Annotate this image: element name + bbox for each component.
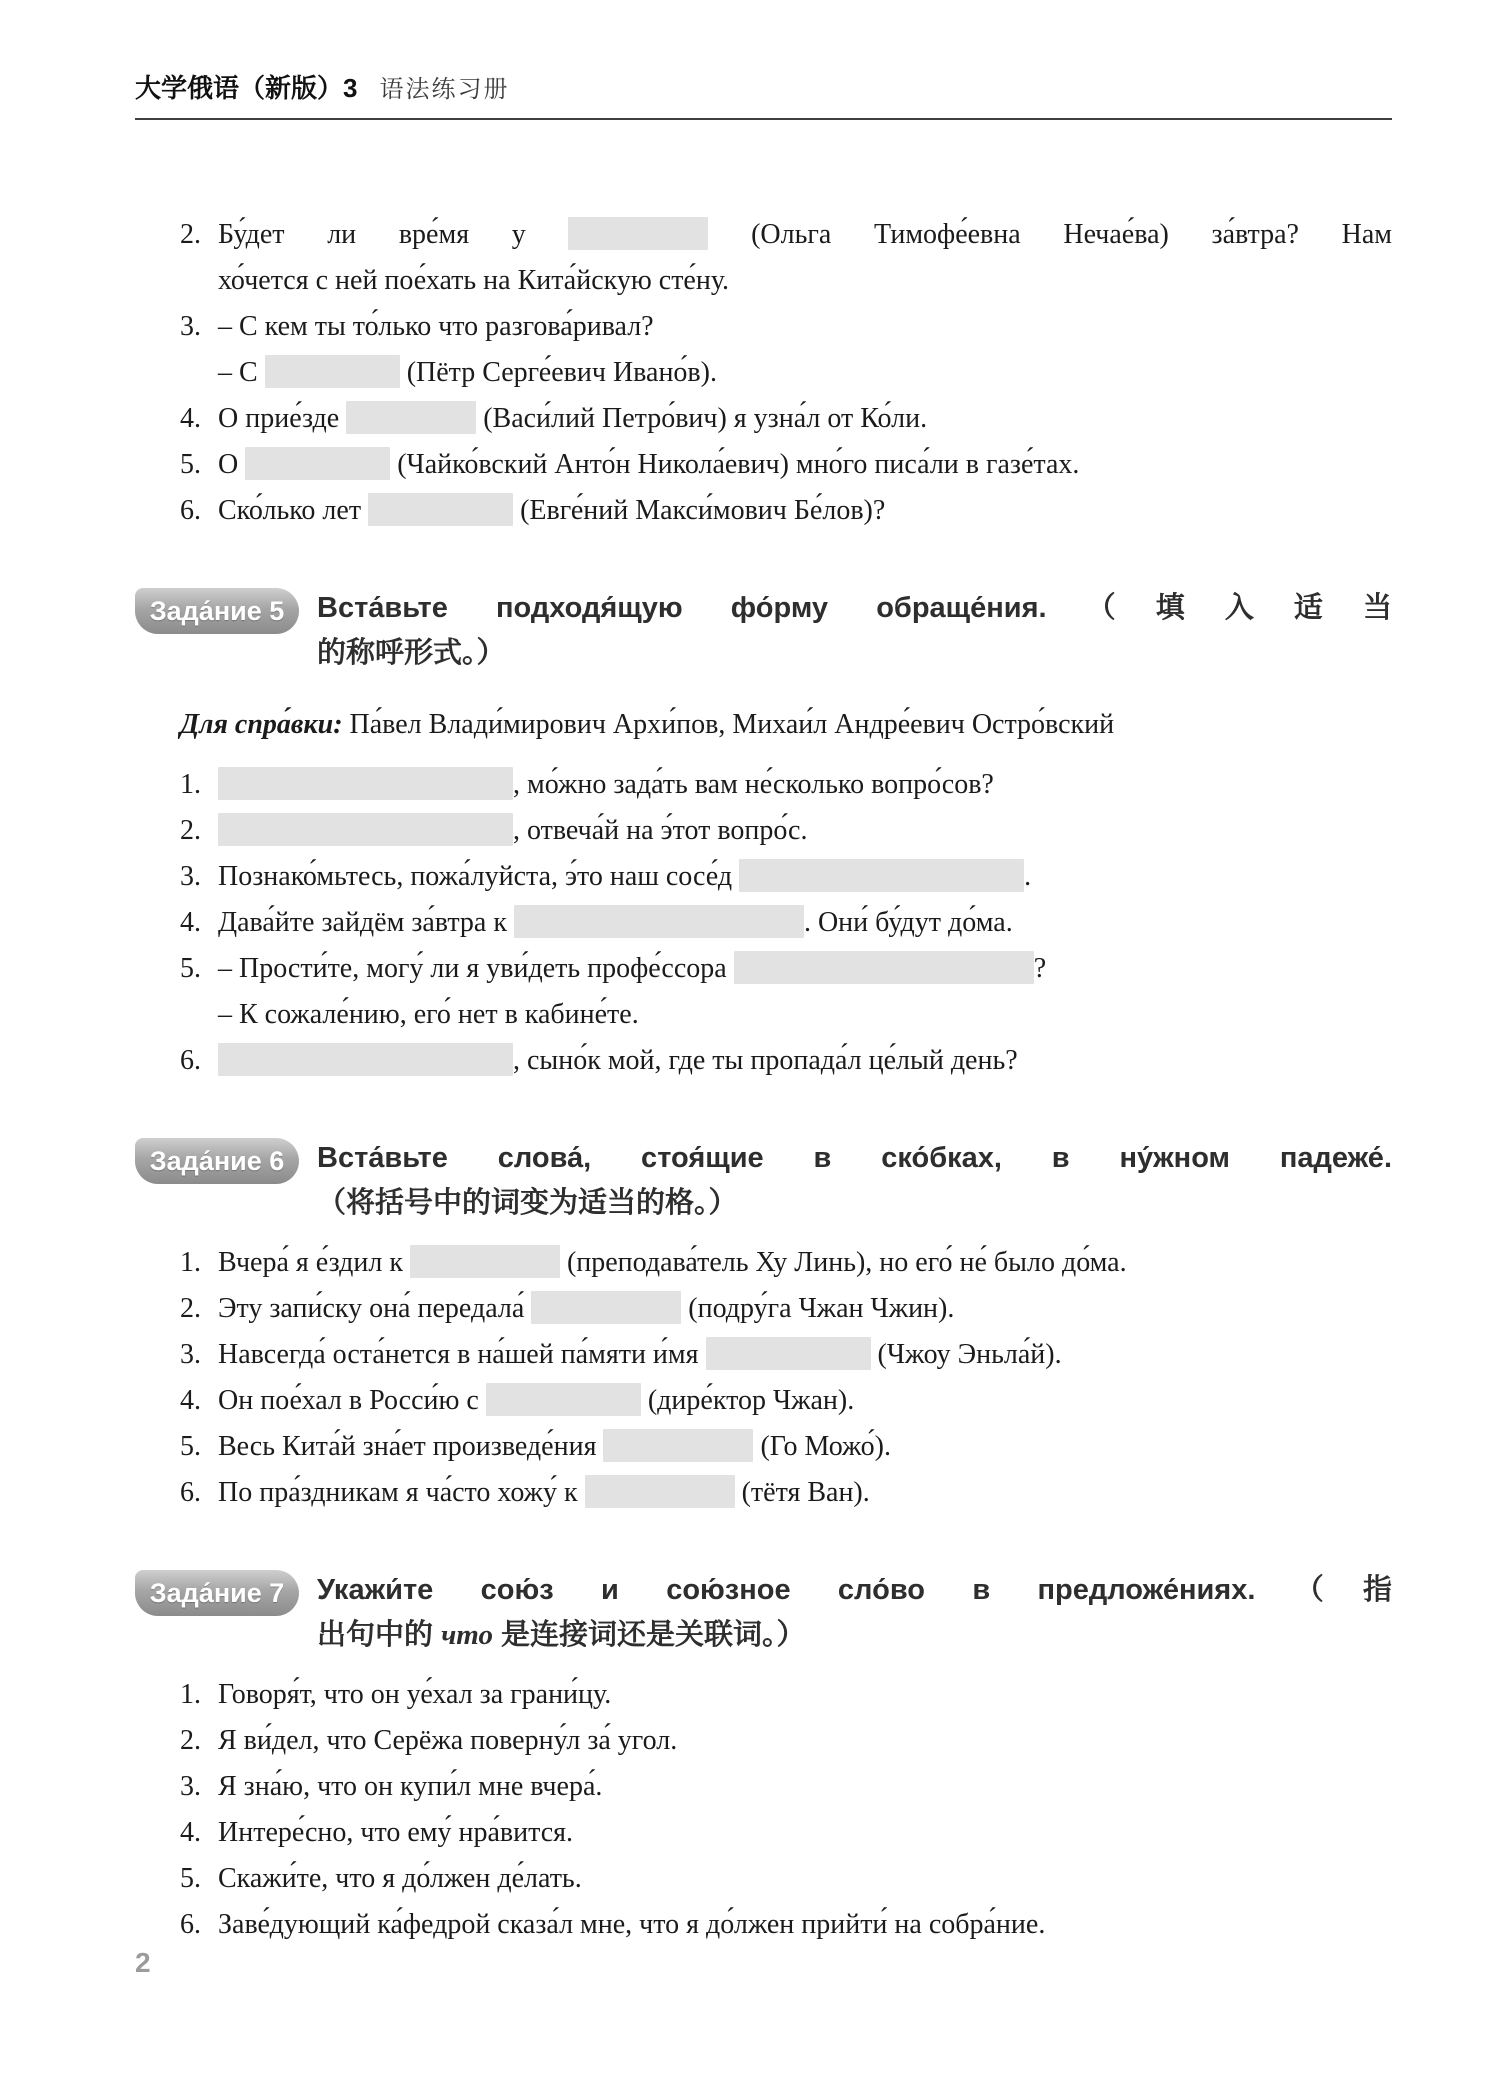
list-item xyxy=(180,1378,1392,1424)
item-body xyxy=(218,1378,1392,1424)
item-number: 4. xyxy=(180,907,201,938)
item-number: 5. xyxy=(180,953,201,984)
text-segment: . xyxy=(1024,861,1032,892)
text-segment: О прие́зде xyxy=(218,403,347,434)
item-body xyxy=(218,808,1392,854)
item-body xyxy=(218,1718,1392,1764)
text-segment: Он пое́хал в Росси́ю с xyxy=(218,1385,486,1416)
list-item xyxy=(180,1424,1392,1470)
item-line xyxy=(218,1902,1392,1948)
item-line xyxy=(218,1470,1392,1516)
text-segment: (Евге́ний Макси́мович Бе́лов)? xyxy=(513,495,886,526)
text-segment: Вста́вьте слова́, стоя́щие в ско́бках, в ну́жном падеже́. xyxy=(317,1142,1392,1174)
text-segment: хо́чется с ней пое́хать на Кита́йскую сте́ну. xyxy=(218,265,730,296)
item-body xyxy=(218,488,1392,534)
item-body xyxy=(218,1286,1392,1332)
blank-field xyxy=(218,1043,513,1076)
text-segment: (преподава́тель Ху Линь), но его́ не́ было до́ма. xyxy=(559,1247,1127,1278)
text-segment: Познако́мьтесь, пожа́луйста, э́то наш сосе́д xyxy=(218,861,740,892)
text-segment: . Они́ бу́дут до́ма. xyxy=(803,907,1013,938)
item-body xyxy=(218,1470,1392,1516)
item-number: 2. xyxy=(180,219,201,250)
item-body xyxy=(218,1332,1392,1378)
blank-field xyxy=(531,1291,681,1324)
blank-field xyxy=(706,1337,871,1370)
note-label: Для спра́вки: xyxy=(180,709,350,740)
item-line xyxy=(218,396,1392,442)
text-segment: Укажи́те сою́з и сою́зное сло́во в предложе́ниях.（指 xyxy=(317,1574,1392,1606)
text-segment: Вста́вьте подходя́щую фо́рму обраще́ния.（填入适当 xyxy=(317,592,1392,624)
item-body xyxy=(218,1856,1392,1902)
list-item xyxy=(180,1286,1392,1332)
list-item xyxy=(180,854,1392,900)
item-line xyxy=(218,854,1392,900)
exercise-list xyxy=(180,762,1392,1084)
item-line xyxy=(218,1764,1392,1810)
text-segment: ? xyxy=(1033,953,1047,984)
text-segment: По пра́здникам я ча́сто хожу́ к xyxy=(218,1477,585,1508)
item-body xyxy=(218,1764,1392,1810)
blank-field xyxy=(514,905,804,938)
task-header xyxy=(135,586,1392,676)
text-segment: , сыно́к мой, где ты пропада́л це́лый день? xyxy=(513,1045,1018,1076)
item-number: 3. xyxy=(180,311,201,342)
list-item xyxy=(180,1672,1392,1718)
item-number: 5. xyxy=(180,449,201,480)
reference-note xyxy=(180,702,1392,748)
task-header xyxy=(135,1568,1392,1658)
item-number: 6. xyxy=(180,1909,201,1940)
list-item xyxy=(180,946,1392,1038)
list-item xyxy=(180,1332,1392,1378)
text-segment: , отвеча́й на э́тот вопро́с. xyxy=(513,815,808,846)
text-segment: 出句中的 xyxy=(317,1619,442,1651)
text-segment: О xyxy=(218,449,246,480)
item-number: 6. xyxy=(180,1477,201,1508)
item-body xyxy=(218,946,1392,1038)
item-number: 3. xyxy=(180,861,201,892)
text-segment: – К сожале́нию, его́ нет в кабине́те. xyxy=(218,999,639,1030)
blank-field xyxy=(603,1429,753,1462)
item-number: 1. xyxy=(180,769,201,800)
text-segment: – С xyxy=(218,357,265,388)
text-segment: Весь Кита́й зна́ет произведе́ния xyxy=(218,1431,604,1462)
content xyxy=(135,212,1392,1948)
item-number: 2. xyxy=(180,1725,201,1756)
task-title xyxy=(317,586,1392,676)
text-segment: （将括号中的词变为适当的格。） xyxy=(317,1187,738,1219)
item-number: 5. xyxy=(180,1431,201,1462)
text-segment: Эту запи́ску она́ передала́ xyxy=(218,1293,532,1324)
title-line xyxy=(317,1181,1392,1226)
item-line xyxy=(218,992,1392,1038)
item-line xyxy=(218,350,1392,396)
text-segment: (тётя Ван). xyxy=(734,1477,870,1508)
item-body xyxy=(218,1902,1392,1948)
list-item xyxy=(180,1810,1392,1856)
item-number: 1. xyxy=(180,1679,201,1710)
list-item xyxy=(180,304,1392,396)
blank-field xyxy=(568,217,708,250)
item-line xyxy=(218,1424,1392,1470)
list-item xyxy=(180,1038,1392,1084)
item-number: 3. xyxy=(180,1771,201,1802)
blank-field xyxy=(245,447,390,480)
title-line xyxy=(317,1613,1392,1658)
list-item xyxy=(180,900,1392,946)
text-segment: (дире́ктор Чжан). xyxy=(640,1385,855,1416)
text-segment: – Прости́те, могу́ ли я уви́деть профе́ссора xyxy=(218,953,734,984)
title-line xyxy=(317,586,1392,631)
item-number: 3. xyxy=(180,1339,201,1370)
list-item xyxy=(180,488,1392,534)
item-number: 2. xyxy=(180,815,201,846)
task-title xyxy=(317,1568,1392,1658)
item-number: 1. xyxy=(180,1247,201,1278)
item-line xyxy=(218,1672,1392,1718)
item-body xyxy=(218,1810,1392,1856)
item-body xyxy=(218,212,1392,304)
item-body xyxy=(218,854,1392,900)
item-line xyxy=(218,762,1392,808)
blank-field xyxy=(734,951,1034,984)
page-number: 2 xyxy=(135,1947,151,1978)
text-segment: Навсегда́ оста́нется в на́шей па́мяти и́мя xyxy=(218,1339,706,1370)
list-item xyxy=(180,1470,1392,1516)
blank-field xyxy=(218,813,513,846)
item-body xyxy=(218,1672,1392,1718)
list-item xyxy=(180,1902,1392,1948)
list-item xyxy=(180,1764,1392,1810)
task-badge: Зада́ние 6 xyxy=(135,1138,299,1184)
item-line xyxy=(218,1038,1392,1084)
list-item xyxy=(180,808,1392,854)
item-line xyxy=(218,1286,1392,1332)
item-line xyxy=(218,1332,1392,1378)
text-segment: (Васи́лий Петро́вич) я узна́л от Ко́ли. xyxy=(476,403,928,434)
note-text: Па́вел Влади́мирович Архи́пов, Михаи́л Андре́евич Остро́вский xyxy=(349,709,1115,740)
item-line xyxy=(218,1378,1392,1424)
text-segment: 的称呼形式。） xyxy=(317,637,506,669)
text-segment: Скажи́те, что я до́лжен де́лать. xyxy=(218,1863,582,1894)
item-body xyxy=(218,900,1392,946)
task-badge: Зада́ние 5 xyxy=(135,588,299,634)
text-segment: Вчера́ я е́здил к xyxy=(218,1247,410,1278)
text-segment: Я зна́ю, что он купи́л мне вчера́. xyxy=(218,1771,603,1802)
list-item xyxy=(180,1240,1392,1286)
item-line xyxy=(218,808,1392,854)
title-line xyxy=(317,1568,1392,1613)
item-number: 4. xyxy=(180,403,201,434)
text-segment: (Ольга Тимофе́евна Нечае́ва) за́втра? Нам xyxy=(708,219,1392,250)
blank-field xyxy=(346,401,476,434)
item-body xyxy=(218,1038,1392,1084)
title-line xyxy=(317,1136,1392,1181)
item-body xyxy=(218,1240,1392,1286)
item-line xyxy=(218,1240,1392,1286)
item-line xyxy=(218,946,1392,992)
text-segment: Заве́дующий ка́федрой сказа́л мне, что я до́лжен прийти́ на собра́ние. xyxy=(218,1909,1046,1940)
text-segment: Я ви́дел, что Серёжа поверну́л за́ угол. xyxy=(218,1725,678,1756)
title-line xyxy=(317,631,1392,676)
item-body xyxy=(218,762,1392,808)
item-line xyxy=(218,1810,1392,1856)
text-segment: (Го Можо́). xyxy=(753,1431,891,1462)
item-line xyxy=(218,488,1392,534)
text-segment: что xyxy=(441,1619,493,1651)
exercise-list xyxy=(180,1672,1392,1948)
item-line xyxy=(218,442,1392,488)
exercise-list xyxy=(180,1240,1392,1516)
task-badge: Зада́ние 7 xyxy=(135,1570,299,1616)
item-line xyxy=(218,304,1392,350)
item-line xyxy=(218,258,1392,304)
list-item xyxy=(180,1856,1392,1902)
task-title xyxy=(317,1136,1392,1226)
text-segment: (Пётр Серге́евич Ивано́в). xyxy=(399,357,717,388)
item-body xyxy=(218,396,1392,442)
page-header xyxy=(135,68,1392,120)
item-line xyxy=(218,1856,1392,1902)
item-body xyxy=(218,304,1392,396)
text-segment: Бу́дет ли вре́мя у xyxy=(218,219,569,250)
book-series-title: 大学俄语（新版）3 xyxy=(135,73,358,103)
list-item xyxy=(180,396,1392,442)
blank-field xyxy=(265,355,400,388)
text-segment: Интере́сно, что ему́ нра́вится. xyxy=(218,1817,574,1848)
item-line xyxy=(218,1718,1392,1764)
item-line xyxy=(218,900,1392,946)
item-number: 6. xyxy=(180,1045,201,1076)
blank-field xyxy=(585,1475,735,1508)
list-item xyxy=(180,442,1392,488)
text-segment: Ско́лько лет xyxy=(218,495,369,526)
item-line xyxy=(218,212,1392,258)
text-segment: , мо́жно зада́ть вам не́сколько вопро́сов? xyxy=(513,769,994,800)
blank-field xyxy=(368,493,513,526)
blank-field xyxy=(486,1383,641,1416)
blank-field xyxy=(218,767,513,800)
item-body xyxy=(218,442,1392,488)
item-body xyxy=(218,1424,1392,1470)
text-segment: Дава́йте зайдём за́втра к xyxy=(218,907,514,938)
text-segment: (Чайко́вский Анто́н Никола́евич) мно́го писа́ли в газе́тах. xyxy=(390,449,1080,480)
text-segment: 是连接词还是关联词。） xyxy=(492,1619,806,1651)
item-number: 4. xyxy=(180,1385,201,1416)
blank-field xyxy=(739,859,1024,892)
blank-field xyxy=(410,1245,560,1278)
book-subtitle: 语法练习册 xyxy=(379,76,510,103)
task-header xyxy=(135,1136,1392,1226)
list-item xyxy=(180,212,1392,304)
text-segment: (Чжоу Эньла́й). xyxy=(870,1339,1062,1370)
item-number: 2. xyxy=(180,1293,201,1324)
text-segment: (подру́га Чжан Чжин). xyxy=(681,1293,955,1324)
item-number: 6. xyxy=(180,495,201,526)
item-number: 4. xyxy=(180,1817,201,1848)
list-item xyxy=(180,762,1392,808)
text-segment: – С кем ты то́лько что разгова́ривал? xyxy=(218,311,654,342)
item-number: 5. xyxy=(180,1863,201,1894)
continued-exercise xyxy=(180,212,1392,534)
list-item xyxy=(180,1718,1392,1764)
text-segment: Говоря́т, что он уе́хал за грани́цу. xyxy=(218,1679,612,1710)
